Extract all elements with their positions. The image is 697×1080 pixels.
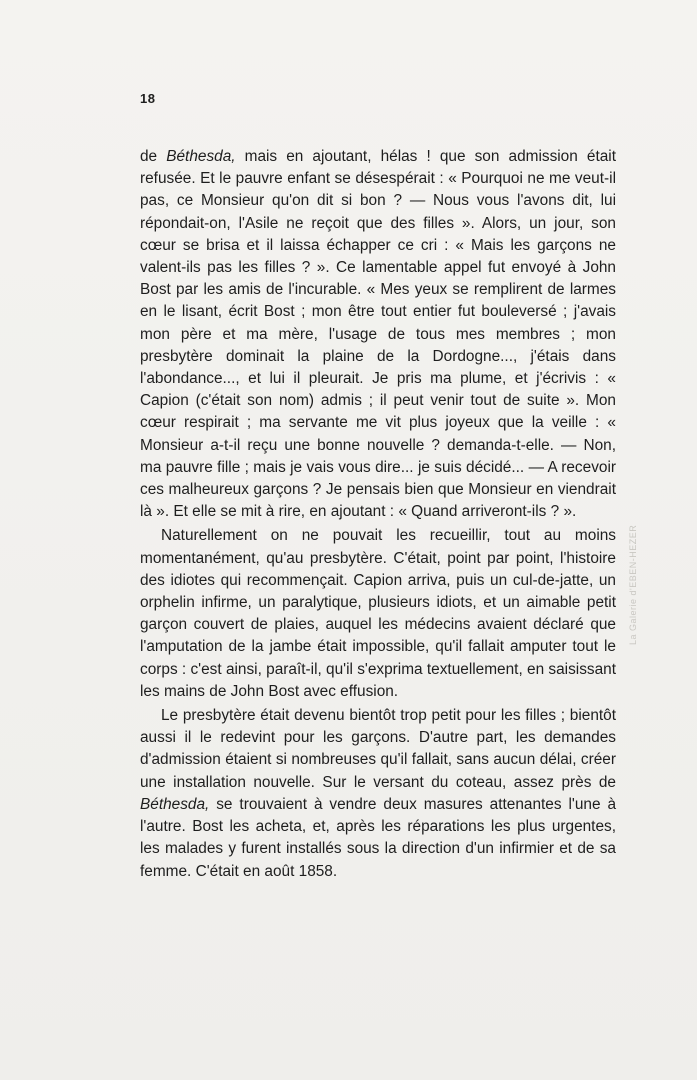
- text-run: de: [140, 148, 167, 165]
- text-run: Naturellement on ne pouvait les recueillir, tout au moins momentanément, qu'au presbytère. C'était, point par point, l'histoire des idiotes qui recommençait. Capion arriva, puis un cul-de-jatte, un orphelin infirme, un paralytique, plusieurs idiots, et un aimable petit garçon couvert de plaies, auquel les médecins avaient déclaré que l'amputation de la jambe était impossible, qu'il fallait amputer tout le corps : c'est ainsi, paraît-il, qu'il s'exprima textuellement, en saisissant les mains de John Bost avec effusion.: [140, 527, 616, 700]
- paragraph-3: [140, 705, 616, 883]
- italic-text: Béthesda,: [166, 148, 236, 165]
- body-text: [140, 146, 616, 883]
- italic-text: Béthesda,: [140, 795, 210, 813]
- watermark: La Galerie d'EBEN-HEZER: [628, 524, 638, 645]
- text-run: se trouvaient à vendre deux masures attenantes l'une à l'autre. Bost les acheta, et, après les réparations les plus urgentes, les malades y furent installés sous la direction d'un infirmier et de sa femme. C'était en août 1858.: [140, 795, 616, 880]
- text-run: Le presbytère était devenu bientôt trop petit pour les filles ; bientôt aussi il le redevint pour les garçons. D'autre part, les demandes d'admission étaient si nombreuses qu'il fallait, sans aucun délai, créer une installation nouvelle. Sur le versant du coteau, assez près de: [140, 707, 616, 791]
- paragraph-2: [140, 525, 616, 703]
- page-number: 18: [140, 91, 156, 106]
- paragraph-1: [140, 146, 616, 523]
- text-run: mais en ajoutant, hélas ! que son admission était refusée. Et le pauvre enfant se désespérait : « Pourquoi ne me veut-il pas, ce Monsieur qu'on dit si bon ? — Nous vous l'avons dit, lui répondait-on, l'Asile ne reçoit que des filles ». Alors, un jour, son cœur se brisa et il laissa échapper ce cri : « Mais les garçons ne valent-ils pas les filles ? ». Ce lamentable appel fut envoyé à John Bost par les amis de l'incurable. « Mes yeux se remplirent de larmes en le lisant, écrit Bost ; mon être tout entier fut bouleversé ; j'avais mon père et ma mère, l'usage de tous mes membres ; mon presbytère dominait la plaine de la Dordogne..., j'étais dans l'abondance..., et lui il pleurait. Je pris ma plume, et j'écrivis : « Capion (c'était son nom) admis ; il peut venir tout de suite ». Mon cœur respirait ; ma servante me vit plus joyeux que la veille : « Monsieur a-t-il reçu une bonne nouvelle ? demanda-t-elle. — Non, ma pauvre fille ; mais je vais vous dire... je suis décidé... — A recevoir ces malheureux garçons ? Je pensais bien que Monsieur en viendrait là ». Et elle se mit à rire, en ajoutant : « Quand arriveront-ils ? ».: [140, 148, 616, 521]
